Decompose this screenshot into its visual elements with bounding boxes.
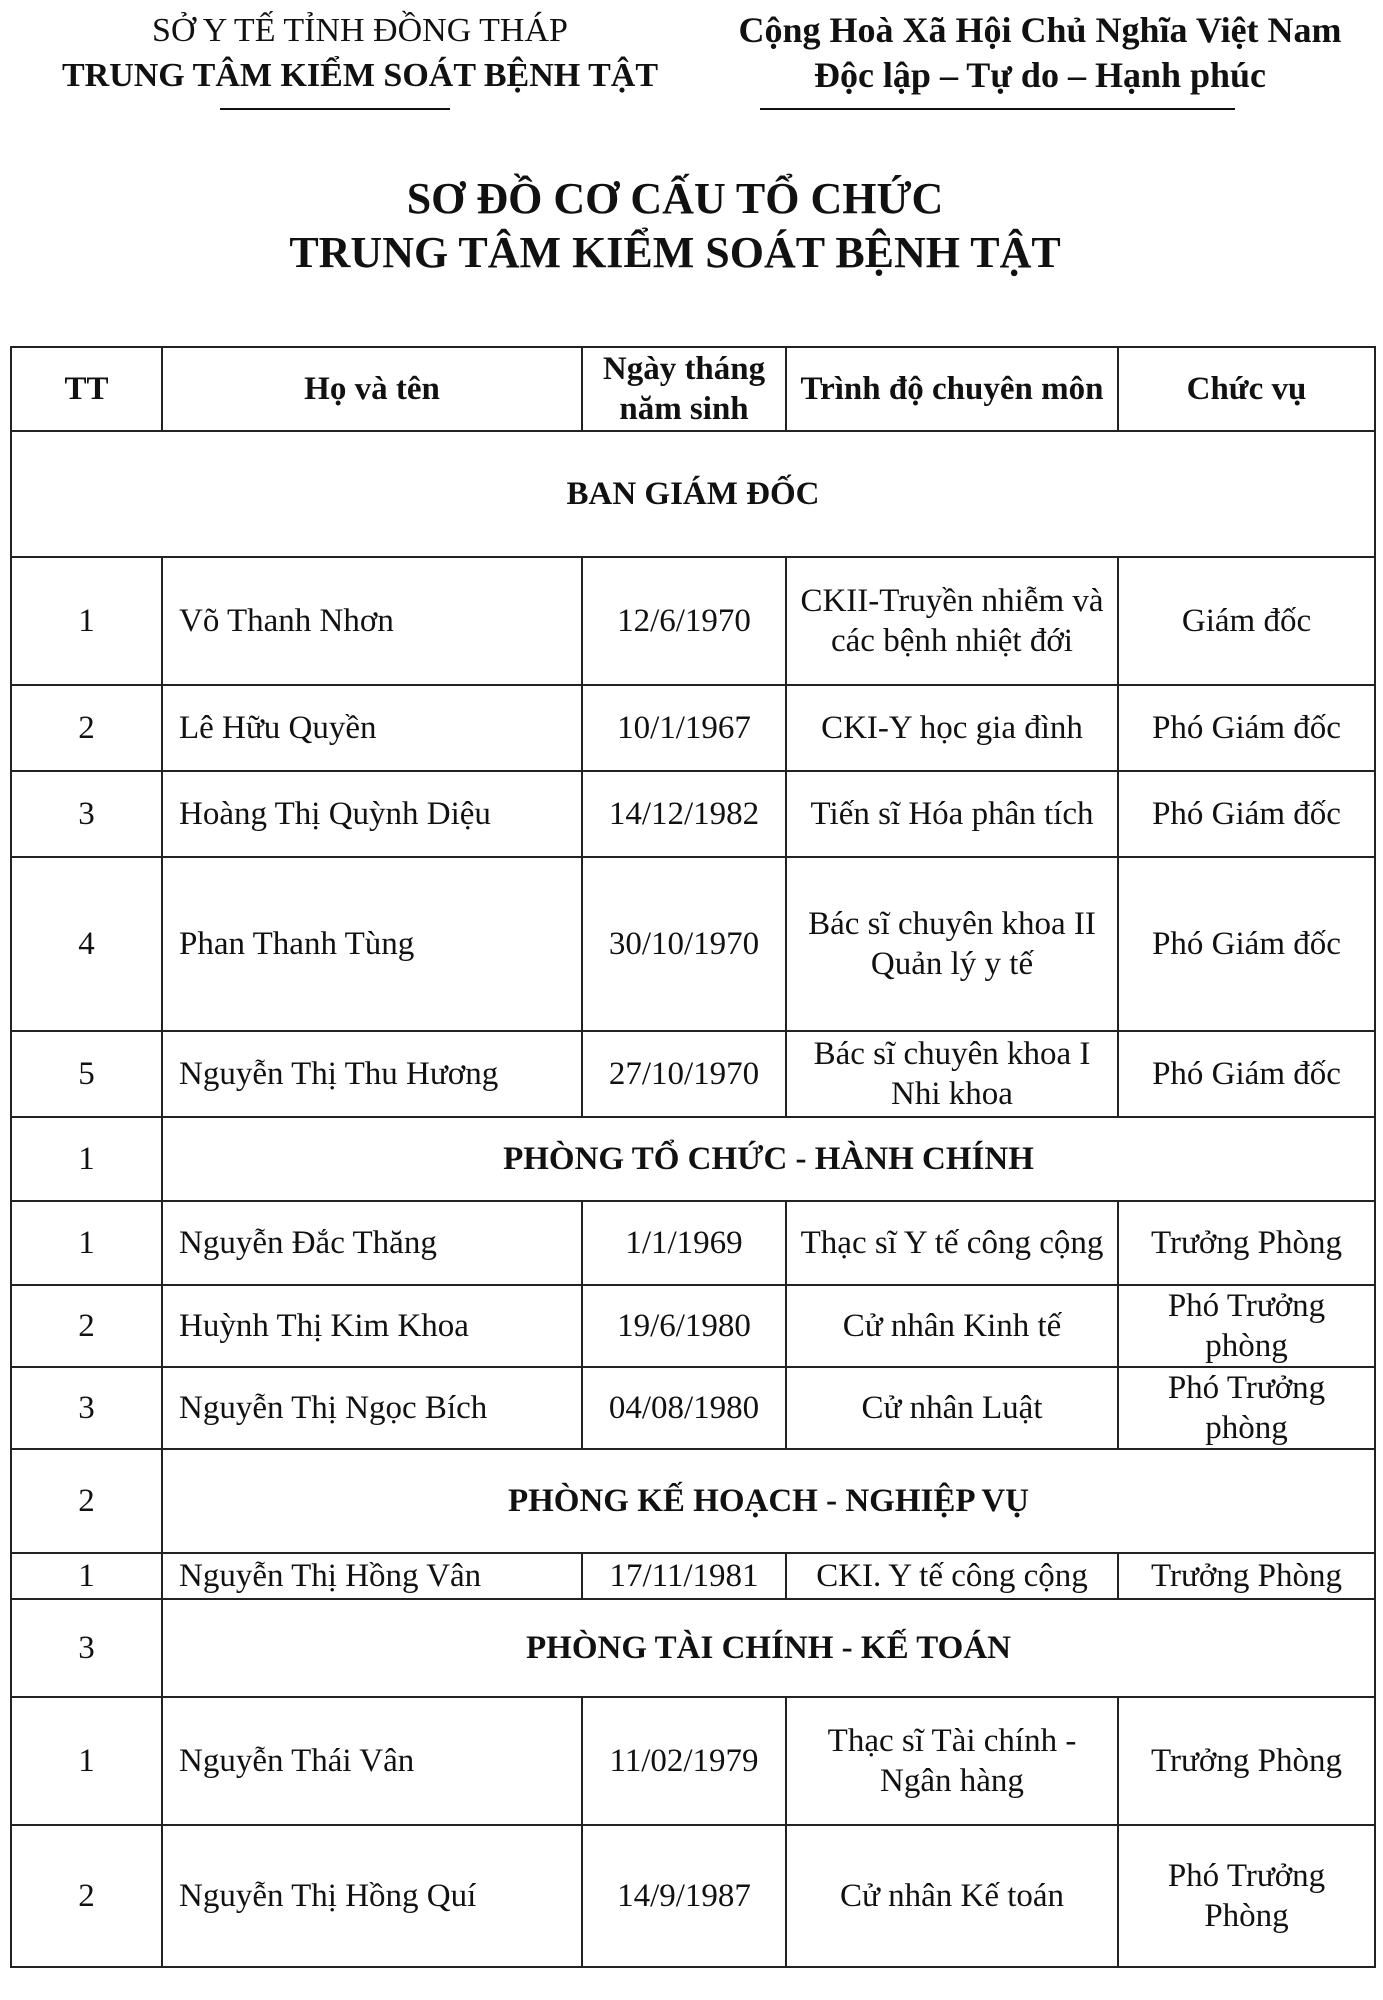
section-title: PHÒNG KẾ HOẠCH - NGHIỆP VỤ [162, 1449, 1375, 1553]
row-number: 3 [11, 1367, 162, 1449]
row-number: 4 [11, 857, 162, 1031]
national-name: Cộng Hoà Xã Hội Chủ Nghĩa Việt Nam [738, 10, 1342, 50]
row-number: 1 [11, 1201, 162, 1285]
position: Phó Trưởng phòng [1118, 1285, 1375, 1367]
document-title-line2: TRUNG TÂM KIỂM SOÁT BỆNH TẬT [289, 228, 1061, 277]
qualification: CKII-Truyền nhiễm và các bệnh nhiệt đới [786, 557, 1118, 685]
date-of-birth: 27/10/1970 [582, 1031, 786, 1117]
table-row [11, 1825, 1375, 1967]
date-of-birth: 30/10/1970 [582, 857, 786, 1031]
table-header-row [11, 347, 1375, 431]
position: Trưởng Phòng [1118, 1697, 1375, 1825]
header-name: Họ và tên [162, 347, 582, 431]
row-number: 2 [11, 1285, 162, 1367]
qualification: Thạc sĩ Y tế công cộng [786, 1201, 1118, 1285]
date-of-birth: 14/9/1987 [582, 1825, 786, 1967]
position: Trưởng Phòng [1118, 1553, 1375, 1599]
staff-name: Nguyễn Đắc Thăng [162, 1201, 582, 1285]
position: Phó Giám đốc [1118, 857, 1375, 1031]
section-header-row [11, 1117, 1375, 1201]
position: Phó Giám đốc [1118, 771, 1375, 857]
qualification: CKI-Y học gia đình [786, 685, 1118, 771]
section-title: PHÒNG TỔ CHỨC - HÀNH CHÍNH [162, 1117, 1375, 1201]
national-header [730, 8, 1350, 98]
issuer-organization: TRUNG TÂM KIỂM SOÁT BỆNH TẬT [61, 57, 659, 94]
table-row [11, 557, 1375, 685]
position: Trưởng Phòng [1118, 1201, 1375, 1285]
row-number: 1 [11, 1553, 162, 1599]
section-header-row [11, 1449, 1375, 1553]
staff-name: Nguyễn Thị Thu Hương [162, 1031, 582, 1117]
section-number: 1 [11, 1117, 162, 1201]
staff-table [10, 346, 1376, 1968]
qualification: Thạc sĩ Tài chính - Ngân hàng [786, 1697, 1118, 1825]
date-of-birth: 10/1/1967 [582, 685, 786, 771]
table-row [11, 771, 1375, 857]
staff-table-body [11, 347, 1375, 1967]
date-of-birth: 19/6/1980 [582, 1285, 786, 1367]
section-header-row [11, 431, 1375, 557]
table-row [11, 857, 1375, 1031]
staff-name: Phan Thanh Tùng [162, 857, 582, 1031]
document-title [0, 172, 1350, 280]
table-row [11, 1553, 1375, 1599]
position: Giám đốc [1118, 557, 1375, 685]
national-motto: Độc lập – Tự do – Hạnh phúc [813, 55, 1267, 95]
table-row [11, 685, 1375, 771]
row-number: 3 [11, 771, 162, 857]
motto-underline [760, 108, 1235, 110]
table-row [11, 1285, 1375, 1367]
table-row [11, 1031, 1375, 1117]
section-header-row [11, 1599, 1375, 1697]
document-title-line1: SƠ ĐỒ CƠ CẤU TỔ CHỨC [406, 174, 944, 223]
row-number: 2 [11, 1825, 162, 1967]
date-of-birth: 14/12/1982 [582, 771, 786, 857]
issuer-department: SỞ Y TẾ TỈNH ĐỒNG THÁP [152, 12, 568, 49]
date-of-birth: 11/02/1979 [582, 1697, 786, 1825]
position: Phó Trưởng Phòng [1118, 1825, 1375, 1967]
staff-name: Nguyễn Thái Vân [162, 1697, 582, 1825]
header-dob: Ngày tháng năm sinh [582, 347, 786, 431]
staff-name: Hoàng Thị Quỳnh Diệu [162, 771, 582, 857]
header-tt: TT [11, 347, 162, 431]
qualification: Tiến sĩ Hóa phân tích [786, 771, 1118, 857]
issuer-underline [220, 108, 450, 110]
row-number: 5 [11, 1031, 162, 1117]
section-title: BAN GIÁM ĐỐC [11, 431, 1375, 557]
position: Phó Trưởng phòng [1118, 1367, 1375, 1449]
header-qualification: Trình độ chuyên môn [786, 347, 1118, 431]
date-of-birth: 17/11/1981 [582, 1553, 786, 1599]
section-title: PHÒNG TÀI CHÍNH - KẾ TOÁN [162, 1599, 1375, 1697]
staff-name: Lê Hữu Quyền [162, 685, 582, 771]
table-row [11, 1697, 1375, 1825]
table-row [11, 1201, 1375, 1285]
section-number: 2 [11, 1449, 162, 1553]
date-of-birth: 1/1/1969 [582, 1201, 786, 1285]
position: Phó Giám đốc [1118, 685, 1375, 771]
staff-name: Nguyễn Thị Hồng Quí [162, 1825, 582, 1967]
table-row [11, 1367, 1375, 1449]
row-number: 2 [11, 685, 162, 771]
issuer-header [20, 8, 700, 98]
qualification: Cử nhân Kinh tế [786, 1285, 1118, 1367]
staff-name: Võ Thanh Nhơn [162, 557, 582, 685]
header-position: Chức vụ [1118, 347, 1375, 431]
date-of-birth: 12/6/1970 [582, 557, 786, 685]
row-number: 1 [11, 557, 162, 685]
qualification: Bác sĩ chuyên khoa I Nhi khoa [786, 1031, 1118, 1117]
qualification: Bác sĩ chuyên khoa II Quản lý y tế [786, 857, 1118, 1031]
row-number: 1 [11, 1697, 162, 1825]
section-number: 3 [11, 1599, 162, 1697]
qualification: Cử nhân Luật [786, 1367, 1118, 1449]
qualification: Cử nhân Kế toán [786, 1825, 1118, 1967]
qualification: CKI. Y tế công cộng [786, 1553, 1118, 1599]
position: Phó Giám đốc [1118, 1031, 1375, 1117]
staff-name: Nguyễn Thị Ngọc Bích [162, 1367, 582, 1449]
staff-name: Huỳnh Thị Kim Khoa [162, 1285, 582, 1367]
date-of-birth: 04/08/1980 [582, 1367, 786, 1449]
staff-name: Nguyễn Thị Hồng Vân [162, 1553, 582, 1599]
